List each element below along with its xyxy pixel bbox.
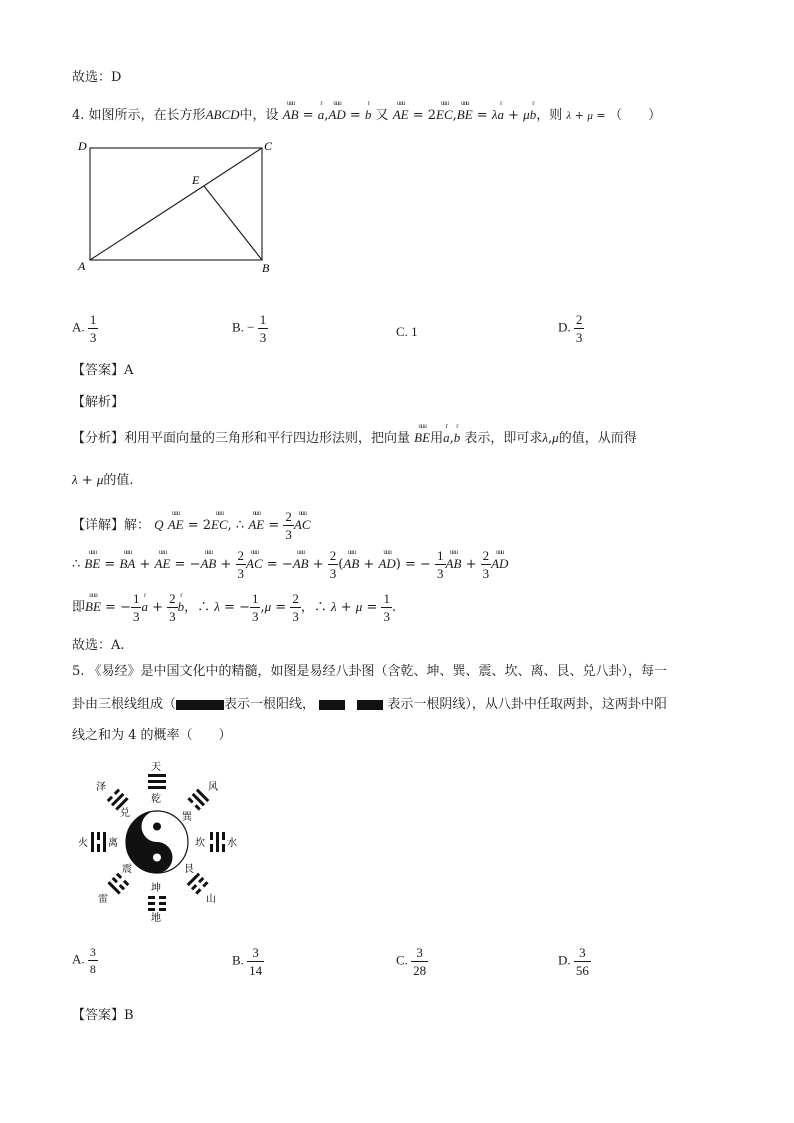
- q4-stem: 4. 如图所示，在长方形ABCD中，设 uuu AB = r a, uuu AD = r b 又 uuu AE = 2 uuu EC, uuu BE = λ r a + μ r b，则 λ + μ = （ ）: [72, 99, 662, 123]
- diagonal-ac: [90, 148, 262, 260]
- label-zhen: 震: [122, 864, 132, 875]
- label-feng: 风: [208, 782, 218, 793]
- prev-answer-line: 故选：D: [72, 70, 122, 85]
- yin-line-sample: [319, 700, 383, 710]
- q4-rectangle-figure: [70, 136, 290, 276]
- label-huo: 火: [78, 838, 88, 849]
- taiji-yinyang-icon: [126, 811, 188, 873]
- q5-option-a-frac: $\frac{3}{8}$: [89, 945, 96, 976]
- trigram-li: [91, 832, 106, 852]
- q5-line2: 卦由三根线组成（ 表示一根阳线， 表示一根阴线），从八卦中任取两卦，这两卦中阳: [72, 697, 667, 712]
- label-lei: 雷: [98, 894, 108, 905]
- q4-option-b[interactable]: B. − $\frac{1}{3}$: [232, 312, 267, 345]
- label-li: 离: [108, 838, 118, 849]
- label-tian: 天: [151, 762, 161, 773]
- segment-be: [204, 186, 262, 260]
- q4-number: 4.: [72, 108, 85, 123]
- q4-detail-line1: 【详解】解： Q uuu AE = 2 uuu EC, ∴ uuu AE = $\frac{2}{3}$ uuu AC: [72, 509, 311, 542]
- q5-option-b[interactable]: B. $\frac{3}{14}$: [232, 945, 263, 978]
- q4-detail-line3: 即 uuu BE = − $\frac{1}{3}$ r a + $\frac{2}{3}$ r b，∴ λ = − $\frac{1}{3}$ ,μ = $\frac{2}{3}$ ，∴ λ + μ = $\frac{1}{3}$ .: [72, 591, 397, 624]
- q4-you: 又: [375, 108, 389, 123]
- q4-analysis-tag: 【解析】: [72, 395, 125, 410]
- label-gen: 艮: [184, 864, 194, 875]
- trigram-qian: [148, 774, 166, 789]
- trigram-xun: [187, 789, 209, 811]
- q4-option-c[interactable]: C. 1: [396, 324, 418, 339]
- q4-answer-line: 【答案】A: [72, 363, 134, 378]
- yang-line-sample: [176, 700, 224, 710]
- q4-option-a-frac: $\frac{1}{3}$: [89, 312, 97, 345]
- q4-stem-tail: ，则: [536, 108, 563, 123]
- label-e: E: [192, 173, 200, 187]
- label-dui: 兑: [120, 808, 130, 819]
- trigram-zhen: [107, 873, 129, 895]
- trigram-kan: [210, 832, 225, 852]
- label-ze: 泽: [96, 782, 106, 793]
- q5-option-c[interactable]: C. $\frac{3}{28}$: [396, 945, 427, 978]
- q4-detail-line2: ∴ uuu BE = uuu BA + uuu AE = − uuu AB + $\frac{2}{3}$ uuu AC = − uuu AB + $\frac{2}{3}$ ( uuu AB + uuu AD) = − $\frac{1}{3}$ uuu AB + $\frac{2}{3}$ uuu AD: [72, 548, 509, 581]
- q5-option-d[interactable]: D. $\frac{3}{56}$: [558, 945, 589, 978]
- q4-vec-ab: uuu AB: [282, 99, 299, 122]
- q4-option-b-frac: $\frac{1}{3}$: [259, 312, 267, 345]
- q4-blank: （ ）: [609, 108, 662, 123]
- label-qian: 乾: [151, 794, 161, 805]
- label-b: B: [262, 261, 270, 275]
- q4-conclusion: 故选：A.: [72, 638, 125, 653]
- label-xun: 巽: [182, 812, 192, 823]
- label-d: D: [78, 139, 87, 153]
- q5-line3: 线之和为 4 的概率（ ）: [72, 728, 232, 743]
- q5-option-d-frac: $\frac{3}{56}$: [575, 945, 589, 978]
- q4-stem-mid: 中，设: [239, 108, 279, 123]
- label-di: 地: [151, 913, 161, 922]
- trigram-gen: [187, 873, 209, 895]
- trigram-kun: [148, 896, 166, 911]
- q5-option-c-frac: $\frac{3}{28}$: [413, 945, 427, 978]
- q4-option-d-frac: $\frac{2}{3}$: [575, 312, 583, 345]
- bagua-figure: [74, 760, 244, 922]
- label-a: A: [78, 259, 86, 273]
- label-shan: 山: [206, 894, 216, 905]
- label-shui: 水: [227, 838, 237, 849]
- q5-line1: 5. 《易经》是中国文化中的精髓，如图是易经八卦图（含乾、坤、巽、震、坎、离、艮、兑八卦），每一: [72, 664, 668, 679]
- q4-stem-prefix: 如图所示，在长方形: [88, 108, 206, 123]
- q4-rect-name: ABCD: [205, 107, 240, 122]
- label-c: C: [264, 139, 273, 153]
- label-kun: 坤: [151, 883, 161, 894]
- label-kan: 坎: [195, 838, 205, 849]
- q5-option-a[interactable]: A. $\frac{3}{8}$: [72, 945, 96, 976]
- q4-option-d[interactable]: D. $\frac{2}{3}$: [558, 312, 583, 345]
- q5-option-b-frac: $\frac{3}{14}$: [249, 945, 263, 978]
- q4-fenxi-line2: λ + μ的值.: [72, 472, 134, 488]
- q4-fenxi-line1: 【分析】利用平面向量的三角形和平行四边形法则，把向量 uuu BE用 r a, r b 表示，即可求λ,μ的值，从而得: [72, 422, 637, 446]
- q4-option-a[interactable]: A. $\frac{1}{3}$: [72, 312, 97, 345]
- q5-answer-line: 【答案】B: [72, 1008, 134, 1023]
